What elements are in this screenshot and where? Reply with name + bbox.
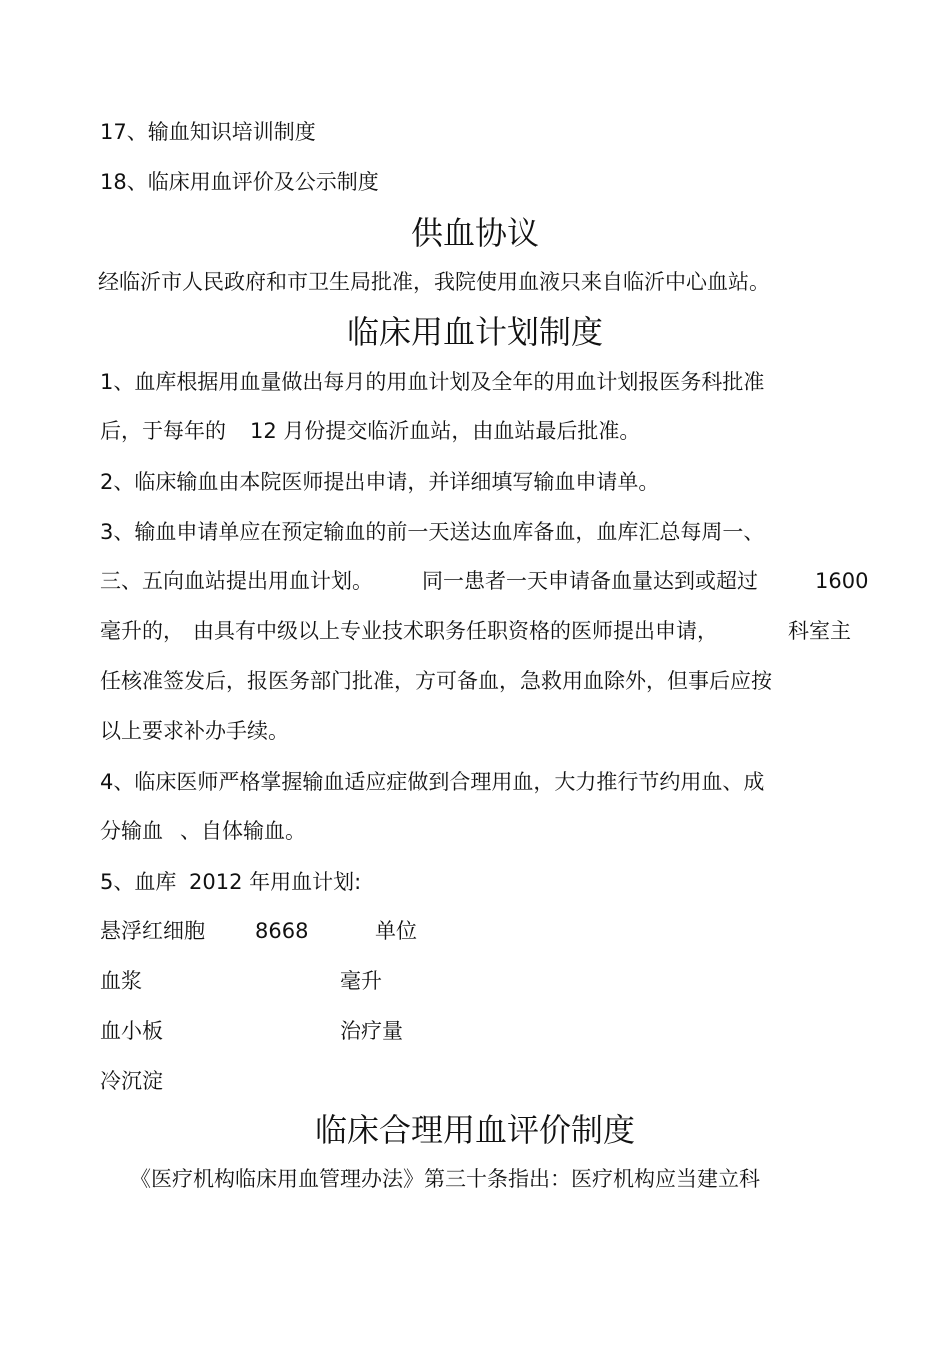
plan-row-4 [100,1067,500,1095]
plan-item-3-line-2 [100,567,870,595]
plan-item-3-line-2-part-c: 1600 [815,569,869,593]
plan-row-name: 悬浮红细胞 [100,919,205,943]
plan-item-1-line-2-part-b: 12 月份提交临沂血站，由血站最后批准。 [250,419,641,443]
blood-plan-title: 临床用血计划制度 [346,313,603,351]
plan-item-4-line-2-part-b: 、自体输血。 [180,819,306,843]
plan-item-3-line-1: 3、输血申请单应在预定输血的前一天送达血库备血，血库汇总每周一、 [100,520,765,544]
plan-row-name: 冷沉淀 [100,1069,163,1093]
plan-row-amount: 8668 [255,919,309,943]
toc-item-17: 17、输血知识培训制度 [100,120,316,144]
plan-item-1-line-1: 1、血库根据用血量做出每月的用血计划及全年的用血计划报医务科批准 [100,370,765,394]
evaluation-body: 《医疗机构临床用血管理办法》第三十条指出：医疗机构应当建立科 [130,1167,760,1191]
supply-agreement-title: 供血协议 [410,214,539,252]
plan-item-5-part-b: 2012 年用血计划: [189,870,362,894]
plan-row-unit: 治疗量 [340,1019,403,1043]
plan-item-3-line-3-part-a: 毫升的， [100,619,184,643]
plan-item-3-line-2-part-b: 同一患者一天申请备血量达到或超过 [422,569,758,593]
plan-item-5 [100,868,500,896]
plan-row-3 [100,1017,500,1045]
plan-item-4-line-2-part-a: 分输血 [100,819,163,843]
supply-agreement-body: 经临沂市人民政府和市卫生局批准，我院使用血液只来自临沂中心血站。 [98,270,770,294]
plan-item-4-line-2 [100,817,500,845]
plan-row-1 [100,917,500,945]
plan-item-4-line-1: 4、临床医师严格掌握输血适应症做到合理用血，大力推行节约用血、成 [100,770,765,794]
plan-item-3-line-3 [100,617,870,645]
plan-item-3-line-3-part-b: 由具有中级以上专业技术职务任职资格的医师提出申请， [193,619,718,643]
plan-row-2 [100,967,500,995]
plan-item-3-line-2-part-a: 三、五向血站提出用血计划。 [100,569,373,593]
toc-item-18: 18、临床用血评价及公示制度 [100,170,379,194]
plan-item-1-line-2 [100,417,860,445]
plan-row-unit: 单位 [375,919,417,943]
plan-item-3-line-4: 任核准签发后，报医务部门批准，方可备血，急救用血除外，但事后应按 [100,669,772,693]
evaluation-title: 临床合理用血评价制度 [314,1111,635,1149]
plan-item-2: 2、临床输血由本院医师提出申请，并详细填写输血申请单。 [100,470,660,494]
plan-item-5-part-a: 5、血库 [100,870,177,894]
plan-row-name: 血小板 [100,1019,163,1043]
plan-item-3-line-3-part-c: 科室主 [788,619,851,643]
plan-row-unit: 毫升 [340,969,382,993]
plan-item-3-line-5: 以上要求补办手续。 [100,719,289,743]
plan-item-1-line-2-part-a: 后，于每年的 [100,419,226,443]
plan-row-name: 血浆 [100,969,142,993]
